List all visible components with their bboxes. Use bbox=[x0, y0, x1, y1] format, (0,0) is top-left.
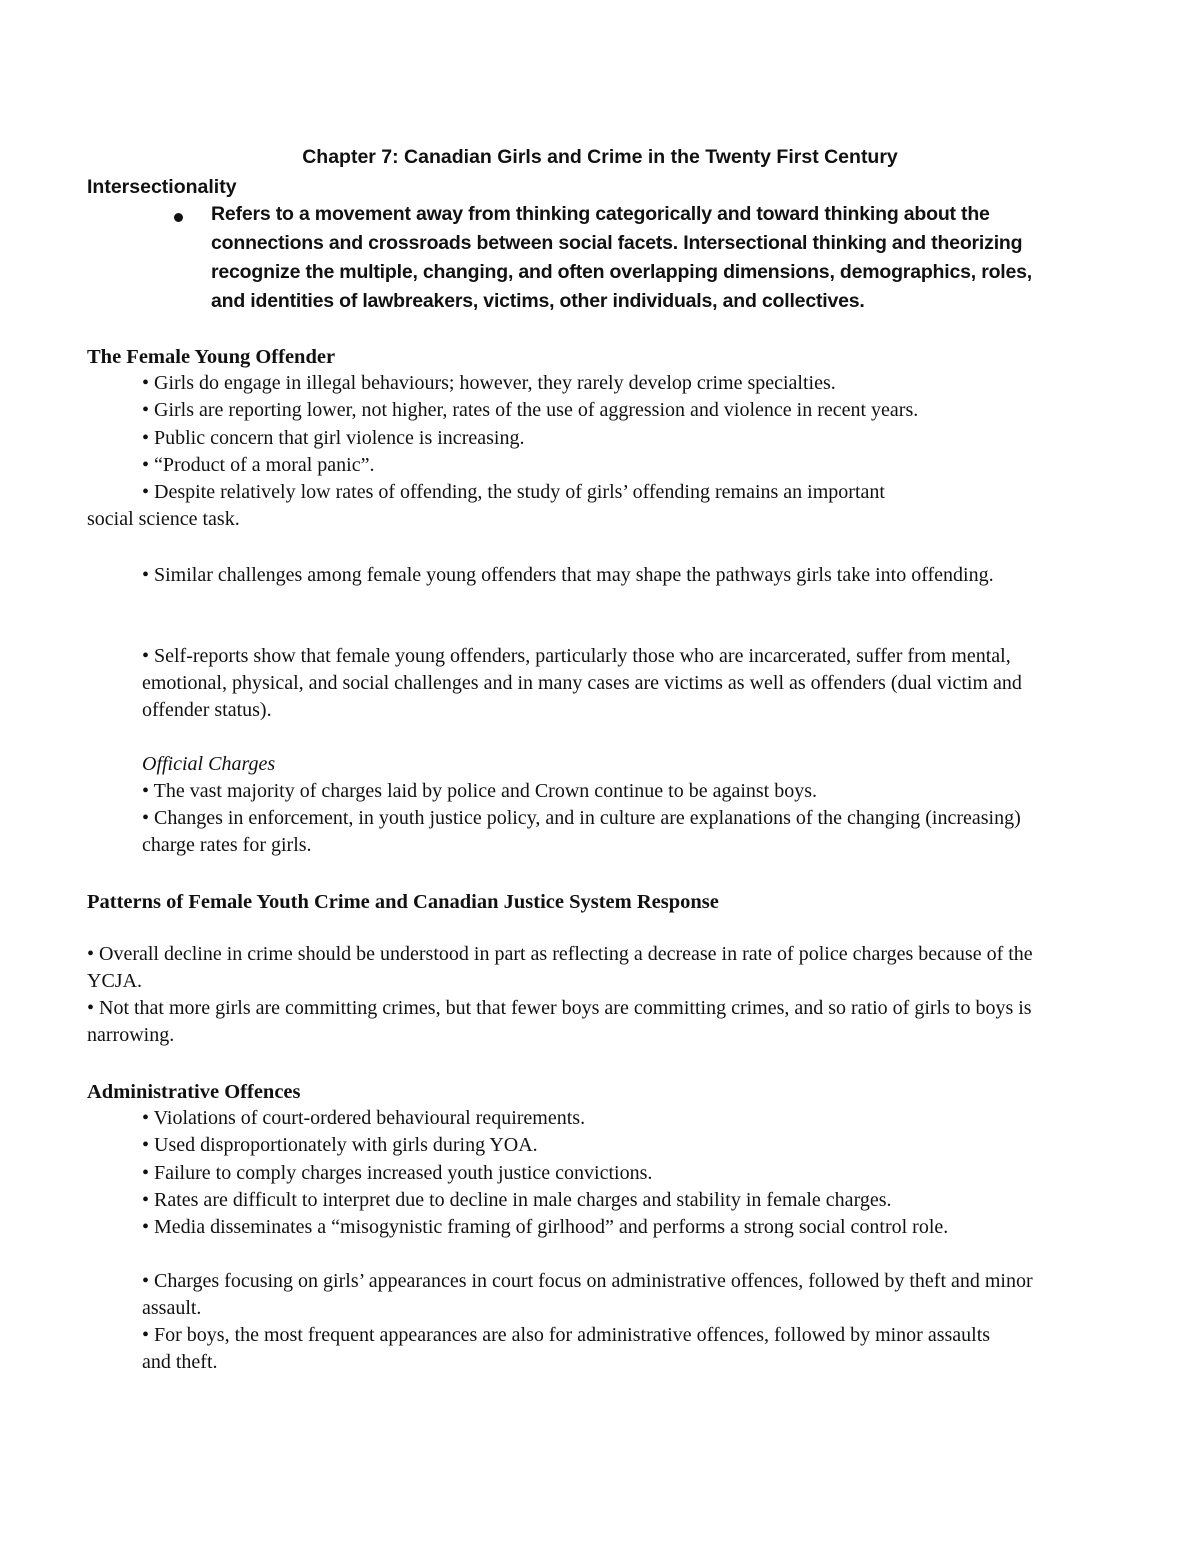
page-title: Chapter 7: Canadian Girls and Crime in the Twenty First Century bbox=[302, 146, 898, 168]
official-charges-heading: Official Charges bbox=[142, 753, 276, 775]
self-reports-item: • Self-reports show that female young offenders, particularly those who are incarcerated, suffer from mental, emotional, physical, and social challenges and in many cases are victims as well as offenders (dual victim and offender status). bbox=[142, 645, 1022, 721]
list-item: • Girls do engage in illegal behaviours; however, they rarely develop crime specialties. bbox=[142, 372, 836, 394]
challenges-item: • Similar challenges among female young offenders that may shape the pathways girls take into offending. bbox=[142, 564, 994, 586]
bullet-dot-icon bbox=[174, 213, 183, 222]
intersectionality-heading: Intersectionality bbox=[87, 176, 237, 198]
list-item: • The vast majority of charges laid by police and Crown continue to be against boys. bbox=[142, 780, 817, 802]
list-item: • Changes in enforcement, in youth justice policy, and in culture are explanations of the changing (increasing) charge rates for girls. bbox=[142, 807, 1021, 856]
list-item: • Media disseminates a “misogynistic framing of girlhood” and performs a strong social control role. bbox=[142, 1216, 949, 1238]
intersectionality-bullet: Refers to a movement away from thinking categorically and toward thinking about the connections and crossroads between social facets. Intersectional thinking and theorizing recognize the multiple, changing, and often overlapping dimensions, demographics, roles, and identities of lawbreakers, victims, other individuals, and collectives. bbox=[211, 203, 1033, 312]
section-heading-administrative-offences: Administrative Offences bbox=[87, 1081, 301, 1103]
section-heading-female-young-offender: The Female Young Offender bbox=[87, 346, 336, 368]
list-item-continuation: social science task. bbox=[87, 508, 240, 530]
list-item: • Charges focusing on girls’ appearances in court focus on administrative offences, followed by theft and minor assault. bbox=[142, 1270, 1033, 1319]
section-heading-patterns: Patterns of Female Youth Crime and Canadian Justice System Response bbox=[87, 891, 719, 913]
list-item: • Public concern that girl violence is increasing. bbox=[142, 427, 525, 449]
list-item: • For boys, the most frequent appearances are also for administrative offences, followed by minor assaults and theft. bbox=[142, 1324, 991, 1373]
list-item: • “Product of a moral panic”. bbox=[142, 454, 375, 476]
list-item: • Not that more girls are committing crimes, but that fewer boys are committing crimes, and so ratio of girls to boys is narrowing. bbox=[87, 997, 1032, 1046]
list-item: • Used disproportionately with girls during YOA. bbox=[142, 1134, 538, 1156]
list-item: • Overall decline in crime should be understood in part as reflecting a decrease in rate of police charges because of the YCJA. bbox=[87, 943, 1033, 992]
list-item: • Failure to comply charges increased youth justice convictions. bbox=[142, 1162, 653, 1184]
list-item: • Despite relatively low rates of offending, the study of girls’ offending remains an important bbox=[142, 481, 885, 503]
list-item: • Violations of court-ordered behavioural requirements. bbox=[142, 1107, 586, 1129]
list-item: • Girls are reporting lower, not higher, rates of the use of aggression and violence in recent years. bbox=[142, 399, 919, 421]
list-item: • Rates are difficult to interpret due to decline in male charges and stability in female charges. bbox=[142, 1189, 892, 1211]
